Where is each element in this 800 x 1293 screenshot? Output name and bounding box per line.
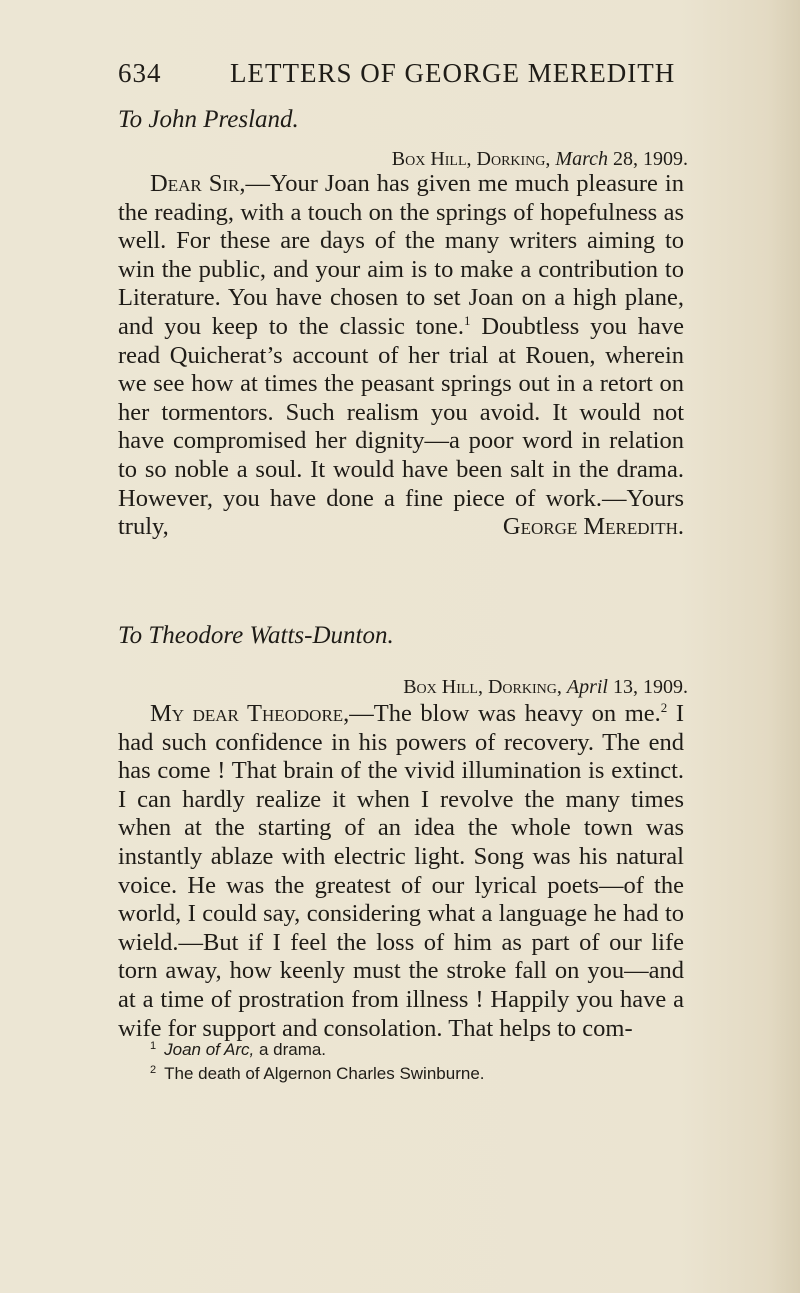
letter-1-recipient: To John Presland.: [118, 106, 299, 133]
footnote-1-text: a drama.: [254, 1040, 327, 1059]
letter-2-dateline: [403, 676, 688, 699]
letter-1-place: Box Hill, Dorking,: [391, 148, 551, 170]
letter-1-dateline: [392, 148, 688, 171]
letter-1-signature: George Meredith.: [502, 513, 684, 541]
letter-1-month: March: [555, 148, 608, 170]
footnote-2: [150, 1060, 710, 1084]
footnote-2-number: 2: [150, 1064, 157, 1076]
footnotes: [150, 1036, 710, 1084]
footnote-1: [150, 1036, 710, 1060]
letter-2-month: April: [566, 676, 608, 698]
letter-2-salutation: My dear Theodore,: [150, 700, 350, 727]
letter-1-date: 28, 1909.: [613, 148, 688, 170]
footnote-ref-2: 2: [660, 700, 668, 715]
letter-2-date: 13, 1909.: [613, 676, 688, 698]
letter-2-text-a: —The blow was heavy on me.: [349, 700, 661, 727]
letter-1-body: [118, 170, 684, 542]
letter-1-text-a: —Your Joan has given me much pleasure in the reading, with a touch on the springs of hopefulness as well. For these are days of the many writers aiming to win the public, and your aim is to make a contribution to Literature. You have chosen to set Joan on a high plane, and you keep to the classic tone.: [118, 170, 684, 340]
letter-2-body: [118, 700, 684, 1043]
footnote-1-title: Joan of Arc,: [164, 1040, 255, 1059]
letter-1-text-b: Doubtless you have read Quicherat’s account of her trial at Rouen, wherein we see how at times the peasant springs out in a retort on her tormentors. Such realism you avoid. It would not have compromised her dignity—a poor word in relation to so noble a soul. It would have been salt in the drama. However, you have done a fine piece of work.—Yours truly,: [118, 312, 684, 541]
running-title: LETTERS OF GEORGE MEREDITH: [230, 58, 676, 88]
letter-2-text-b: I had such confidence in his powers of recovery. The end has come ! That brain of the vivid illumination is extinct. I can hardly realize it when I revolve the many times when at the starting of an idea the whole town was instantly ablaze with electric light. Song was his natural voice. He was the greatest of our lyrical poets—of the world, I could say, considering what a language he had to wield.—But if I feel the loss of him as part of our life torn away, how keenly must the stroke fall on you—and at a time of prostration from illness ! Happily you have a wife for support and consolation. That helps to com-: [118, 700, 684, 1042]
page-number: 634: [118, 58, 162, 88]
footnote-ref-1: 1: [463, 312, 471, 328]
letter-2-recipient: To Theodore Watts-Dunton.: [118, 622, 394, 649]
footnote-1-number: 1: [150, 1040, 157, 1052]
letter-2-place: Box Hill, Dorking,: [403, 676, 562, 698]
footnote-2-text: The death of Algernon Charles Swinburne.: [164, 1064, 485, 1083]
letter-1-salutation: Dear Sir,: [150, 170, 246, 197]
